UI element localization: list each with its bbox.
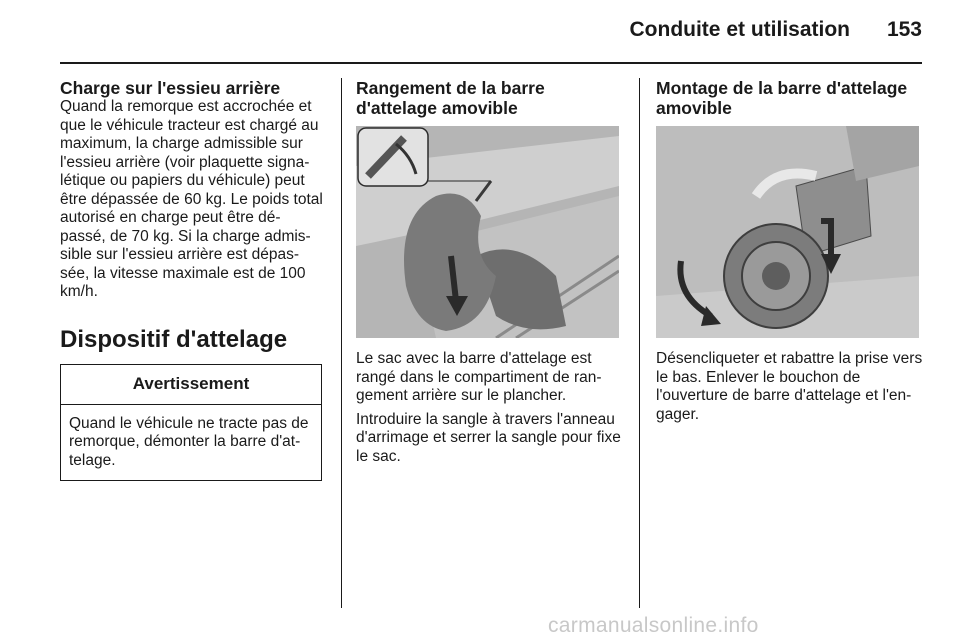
chapter-title: Conduite et utilisation xyxy=(629,18,850,41)
warning-box xyxy=(60,364,322,482)
column-divider-1 xyxy=(341,78,342,608)
section-title-rear-axle: Charge sur l'essieu arrière xyxy=(60,78,281,98)
mounting-title: Montage de la barre d'attelage amovible xyxy=(656,78,908,118)
column-2 xyxy=(356,78,624,466)
watermark: carmanualsonline.info xyxy=(548,614,759,637)
page-header xyxy=(0,0,960,62)
towing-heading: Dispositif d'attelage xyxy=(60,325,288,353)
storage-para-2: Introduire la sangle à travers l'anneau d'arrimage et serrer la sangle pour fixe le sac. xyxy=(356,410,621,465)
column-1 xyxy=(60,78,325,481)
header-rule xyxy=(60,62,922,64)
page-number: 153 xyxy=(886,18,922,41)
storage-title: Rangement de la barre d'attelage amovible xyxy=(356,78,545,118)
warning-text: Quand le véhicule ne tracte pas de remorque, démonter la barre d'at-telage. xyxy=(69,414,309,469)
warning-title: Avertissement xyxy=(61,365,321,405)
rear-axle-text: Quand la remorque est accrochée et que le véhicule tracteur est chargé au maximum, la charge admissible sur l'essieu arrière (voir plaquette signa-létique ou papiers du véhicule) peut être dépassée de 60 kg. Le poids total autorisé en charge peut être dé-passé, de 70 kg. Si la charge admis-sible sur l'essieu arrière est dépas-sée, la vitesse maximale est de 100 km/h. xyxy=(60,98,323,300)
column-3 xyxy=(656,78,924,424)
storage-illustration xyxy=(356,126,619,338)
storage-para-1: Le sac avec la barre d'attelage est rangé dans le compartiment de ran-gement arrière sur le plancher. xyxy=(356,350,602,404)
mounting-illustration xyxy=(656,126,919,338)
mounting-para-1: Désencliqueter et rabattre la prise vers le bas. Enlever le bouchon de l'ouverture de barre d'attelage et l'en-gager. xyxy=(656,350,923,423)
column-divider-2 xyxy=(639,78,640,608)
